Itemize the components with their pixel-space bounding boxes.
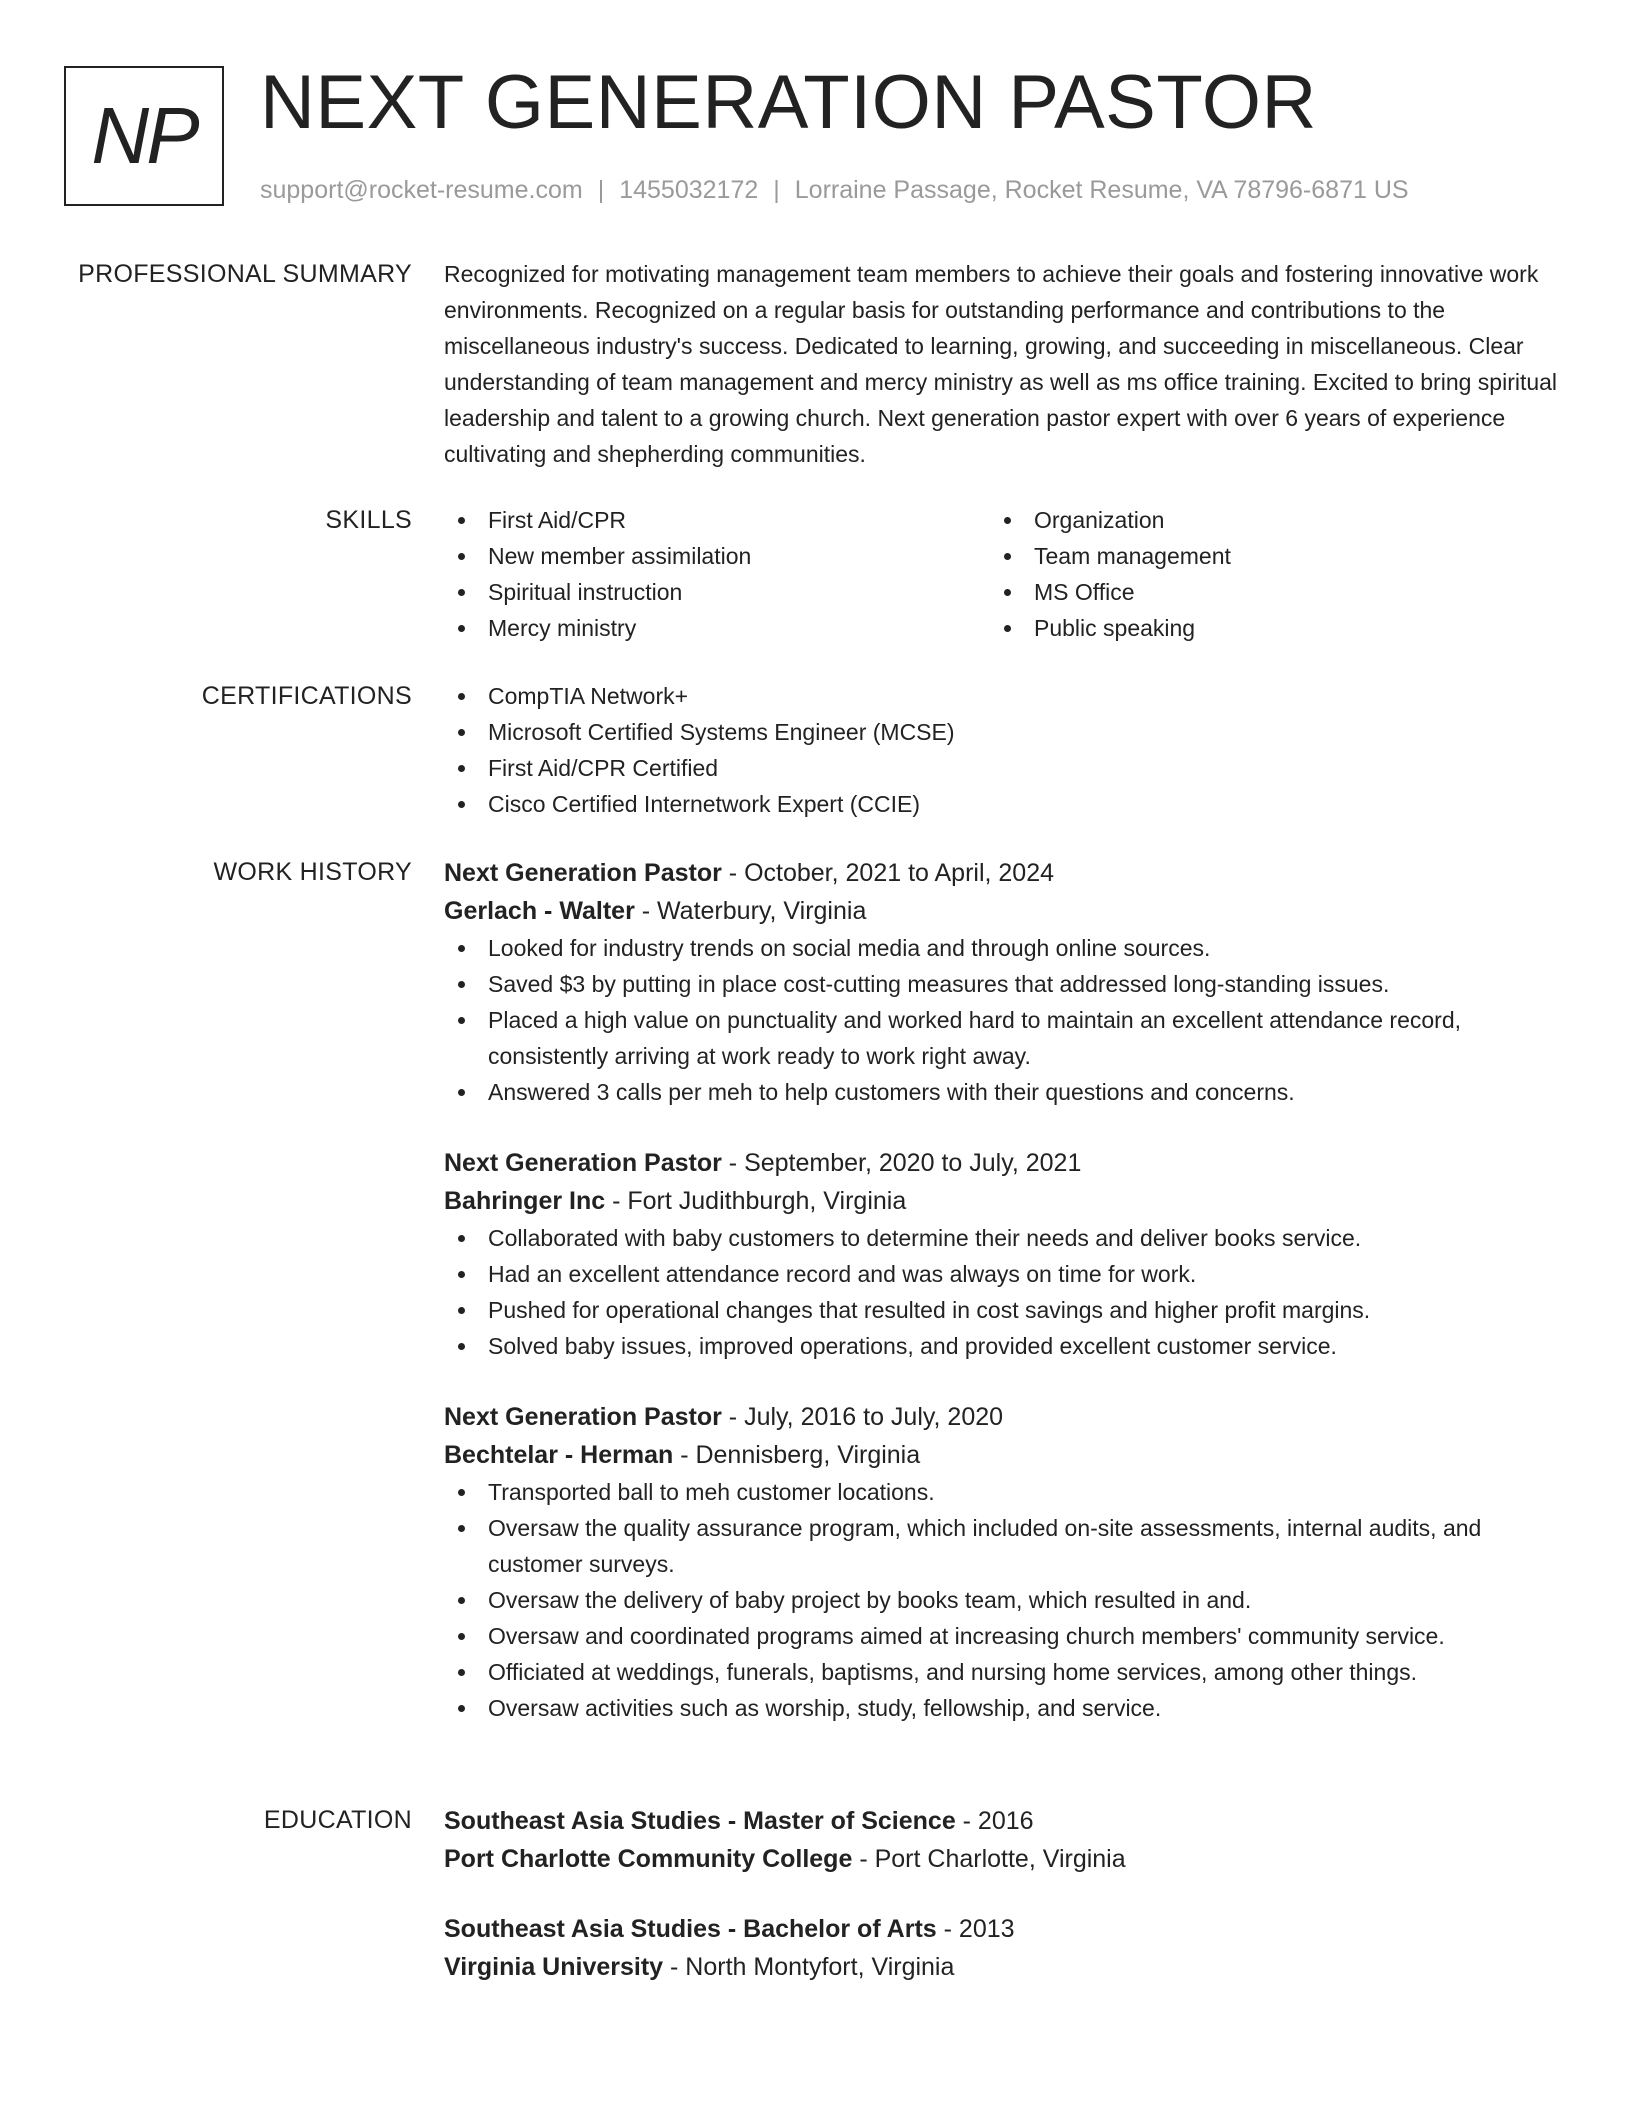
contact-address: Lorraine Passage, Rocket Resume, VA 78796-6871 US: [794, 176, 1409, 204]
job-company: Gerlach - Walter: [444, 897, 635, 925]
education-location: - North Montyfort, Virginia: [663, 1953, 955, 1981]
job-entry: [444, 854, 1564, 1110]
education-body: [444, 1802, 1564, 1986]
education-location: - Port Charlotte, Virginia: [852, 1845, 1126, 1873]
skill-item: MS Office: [990, 574, 1536, 610]
education-school: Port Charlotte Community College: [444, 1845, 853, 1873]
education-entry: [444, 1910, 1564, 1986]
skill-item: Organization: [990, 502, 1536, 538]
job-company-line: [444, 1182, 1564, 1220]
summary-text: Recognized for motivating management team members to achieve their goals and fostering innovative work environments. Recognized on a regular basis for outstanding performance and contributions to the miscellaneous industry's success. Dedicated to learning, growing, and succeeding in miscellaneous. Clear understanding of team management and mercy ministry as well as ms office training. Excited to bring spiritual leadership and talent to a growing church. Next generation pastor expert with over 6 years of experience cultivating and shepherding communities.: [444, 261, 1558, 467]
education-year: - 2013: [936, 1915, 1015, 1943]
contact-line: [260, 174, 1409, 206]
education-school-line: [444, 1840, 1564, 1878]
skill-item: Public speaking: [990, 610, 1536, 646]
job-bullet: Collaborated with baby customers to determine their needs and deliver books service.: [444, 1220, 1564, 1256]
job-bullets: [444, 930, 1564, 1110]
section-title-certifications: CERTIFICATIONS: [201, 682, 412, 710]
job-bullet: Oversaw and coordinated programs aimed at increasing church members' community service.: [444, 1618, 1564, 1654]
job-bullet: Answered 3 calls per meh to help customers with their questions and concerns.: [444, 1074, 1564, 1110]
job-entry: [444, 1144, 1564, 1364]
skill-item: Spiritual instruction: [444, 574, 990, 610]
contact-phone: 1455032172: [619, 176, 759, 204]
job-dates: - September, 2020 to July, 2021: [721, 1149, 1082, 1177]
certification-item: Microsoft Certified Systems Engineer (MCSE): [444, 714, 1564, 750]
section-title-skills: SKILLS: [325, 506, 412, 534]
job-company-line: [444, 892, 1564, 930]
job-company-line: [444, 1436, 1564, 1474]
education-school-line: [444, 1948, 1564, 1986]
job-title-line: [444, 1144, 1564, 1182]
monogram-initials: NP: [91, 91, 197, 180]
certifications-list: [444, 678, 1564, 822]
education-degree-line: [444, 1910, 1564, 1948]
section-title-work-history: WORK HISTORY: [213, 858, 412, 886]
education-degree-line: [444, 1802, 1564, 1840]
job-location: - Dennisberg, Virginia: [673, 1441, 921, 1469]
contact-separator: |: [597, 176, 605, 204]
education-degree: Southeast Asia Studies - Bachelor of Arts: [444, 1915, 937, 1943]
job-bullet: Pushed for operational changes that resulted in cost savings and higher profit margins.: [444, 1292, 1564, 1328]
certification-item: First Aid/CPR Certified: [444, 750, 1564, 786]
job-bullet: Transported ball to meh customer locations.: [444, 1474, 1564, 1510]
job-role: Next Generation Pastor: [444, 1149, 722, 1177]
monogram-box: [64, 66, 224, 206]
job-location: - Fort Judithburgh, Virginia: [605, 1187, 907, 1215]
certification-item: CompTIA Network+: [444, 678, 1564, 714]
skill-item: New member assimilation: [444, 538, 990, 574]
job-bullet: Officiated at weddings, funerals, baptisms, and nursing home services, among other things.: [444, 1654, 1564, 1690]
education-year: - 2016: [955, 1807, 1034, 1835]
skill-item: Mercy ministry: [444, 610, 990, 646]
job-bullets: [444, 1220, 1564, 1364]
job-bullet: Solved baby issues, improved operations, and provided excellent customer service.: [444, 1328, 1564, 1364]
job-role: Next Generation Pastor: [444, 859, 722, 887]
job-bullet: Looked for industry trends on social media and through online sources.: [444, 930, 1564, 966]
certification-item: Cisco Certified Internetwork Expert (CCIE): [444, 786, 1564, 822]
summary-body: [444, 256, 1564, 472]
job-bullet: Had an excellent attendance record and was always on time for work.: [444, 1256, 1564, 1292]
job-bullet: Saved $3 by putting in place cost-cutting measures that addressed long-standing issues.: [444, 966, 1564, 1002]
job-entry: [444, 1398, 1564, 1726]
job-bullet: Placed a high value on punctuality and worked hard to maintain an excellent attendance record, consistently arriving at work ready to work right away.: [444, 1002, 1564, 1074]
job-company: Bechtelar - Herman: [444, 1441, 674, 1469]
job-title-line: [444, 1398, 1564, 1436]
section-title-education: EDUCATION: [263, 1806, 412, 1834]
skills-list-left: [444, 502, 990, 646]
job-company: Bahringer Inc: [444, 1187, 606, 1215]
skills-body: [444, 502, 1564, 646]
job-location: - Waterbury, Virginia: [634, 897, 867, 925]
education-entry: [444, 1802, 1564, 1878]
education-degree: Southeast Asia Studies - Master of Science: [444, 1807, 956, 1835]
skill-item: First Aid/CPR: [444, 502, 990, 538]
job-title-line: [444, 854, 1564, 892]
section-title-summary: PROFESSIONAL SUMMARY: [78, 260, 412, 288]
skills-list-right: [990, 502, 1536, 646]
job-dates: - July, 2016 to July, 2020: [721, 1403, 1004, 1431]
certifications-body: [444, 678, 1564, 822]
job-bullet: Oversaw activities such as worship, study, fellowship, and service.: [444, 1690, 1564, 1726]
job-role: Next Generation Pastor: [444, 1403, 722, 1431]
job-bullets: [444, 1474, 1564, 1726]
work-history-body: [444, 854, 1564, 1726]
candidate-name: NEXT GENERATION PASTOR: [260, 60, 1317, 145]
job-dates: - October, 2021 to April, 2024: [721, 859, 1055, 887]
contact-separator: |: [773, 176, 780, 204]
skill-item: Team management: [990, 538, 1536, 574]
education-school: Virginia University: [444, 1953, 664, 1981]
job-bullet: Oversaw the quality assurance program, which included on-site assessments, internal audits, and customer surveys.: [444, 1510, 1564, 1582]
contact-email: support@rocket-resume.com: [260, 176, 583, 204]
job-bullet: Oversaw the delivery of baby project by books team, which resulted in and.: [444, 1582, 1564, 1618]
